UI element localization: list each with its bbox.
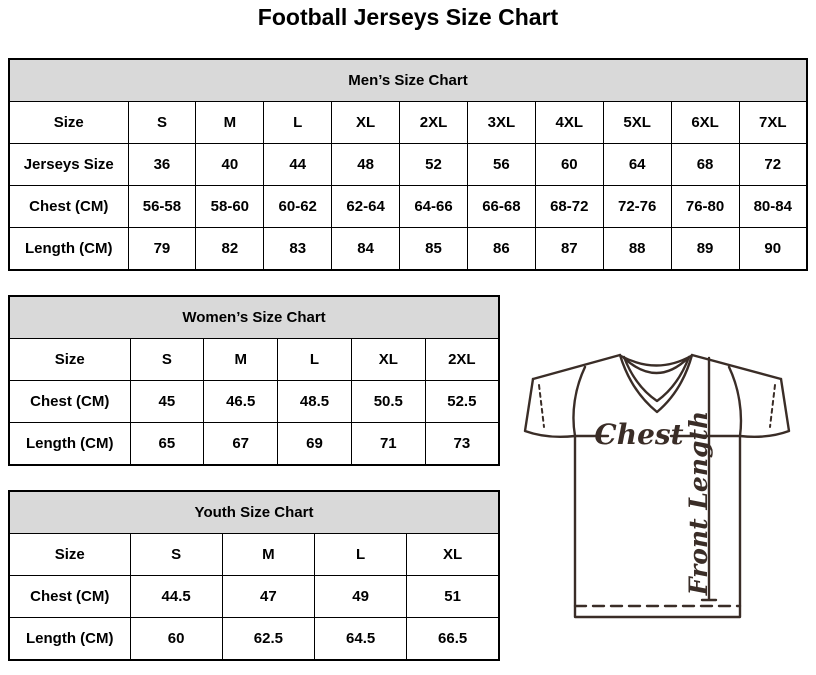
size-cell: 40: [196, 144, 264, 186]
right-cuff-dashed-line: [770, 385, 775, 427]
size-cell: M: [204, 339, 278, 381]
size-cell: 44: [264, 144, 332, 186]
youth-size-table: [8, 490, 500, 661]
table-header-row: [9, 59, 807, 102]
youth-table-title: Youth Size Chart: [9, 491, 499, 534]
size-cell: 46.5: [204, 381, 278, 423]
size-cell: 69: [278, 423, 352, 466]
size-cell: 6XL: [671, 102, 739, 144]
size-cell: M: [196, 102, 264, 144]
row-label: Jerseys Size: [9, 144, 128, 186]
size-cell: 2XL: [425, 339, 499, 381]
size-cell: 50.5: [351, 381, 425, 423]
size-cell: S: [130, 534, 222, 576]
table-row: [9, 339, 499, 381]
size-cell: 5XL: [603, 102, 671, 144]
table-row: [9, 102, 807, 144]
table-row: [9, 186, 807, 228]
size-cell: 90: [739, 228, 807, 271]
size-cell: 64.5: [315, 618, 407, 661]
size-cell: 66-68: [467, 186, 535, 228]
size-cell: 60: [130, 618, 222, 661]
size-cell: 4XL: [535, 102, 603, 144]
row-label: Chest (CM): [9, 381, 130, 423]
table-row: [9, 144, 807, 186]
size-cell: 60: [535, 144, 603, 186]
size-cell: S: [128, 102, 196, 144]
size-cell: 71: [351, 423, 425, 466]
row-label: Size: [9, 339, 130, 381]
womens-size-table: [8, 295, 500, 466]
page-title: Football Jerseys Size Chart: [257, 4, 559, 30]
size-cell: 89: [671, 228, 739, 271]
size-cell: 87: [535, 228, 603, 271]
size-cell: 51: [407, 576, 499, 618]
size-cell: 67: [204, 423, 278, 466]
size-cell: 72: [739, 144, 807, 186]
size-cell: 73: [425, 423, 499, 466]
front-length-label: Front Length: [684, 410, 713, 596]
size-cell: 76-80: [671, 186, 739, 228]
size-cell: 47: [222, 576, 314, 618]
size-cell: 65: [130, 423, 204, 466]
size-cell: 45: [130, 381, 204, 423]
size-cell: S: [130, 339, 204, 381]
left-sleeve-outline: [525, 379, 575, 437]
size-cell: 62-64: [332, 186, 400, 228]
table-row: [9, 534, 499, 576]
right-sleeve-outline: [740, 379, 789, 437]
left-armhole-seam: [573, 367, 585, 436]
left-shoulder-line: [533, 355, 620, 379]
size-cell: 58-60: [196, 186, 264, 228]
size-cell: 64: [603, 144, 671, 186]
size-cell: 56-58: [128, 186, 196, 228]
size-cell: 86: [467, 228, 535, 271]
body-outline: [575, 436, 740, 617]
size-cell: 56: [467, 144, 535, 186]
table-row: [9, 618, 499, 661]
size-cell: 62.5: [222, 618, 314, 661]
size-cell: 60-62: [264, 186, 332, 228]
table-row: [9, 381, 499, 423]
row-label: Length (CM): [9, 423, 130, 466]
right-shoulder-line: [692, 355, 781, 379]
size-cell: 44.5: [130, 576, 222, 618]
size-cell: 85: [400, 228, 468, 271]
size-cell: L: [264, 102, 332, 144]
size-cell: L: [278, 339, 352, 381]
jersey-measurement-diagram: [513, 343, 805, 635]
size-cell: 48.5: [278, 381, 352, 423]
size-cell: M: [222, 534, 314, 576]
size-cell: 68-72: [535, 186, 603, 228]
chest-label: Chest: [594, 418, 684, 451]
size-cell: 64-66: [400, 186, 468, 228]
size-cell: XL: [407, 534, 499, 576]
size-cell: 66.5: [407, 618, 499, 661]
size-cell: 7XL: [739, 102, 807, 144]
size-cell: 88: [603, 228, 671, 271]
size-cell: 52.5: [425, 381, 499, 423]
row-label: Chest (CM): [9, 576, 130, 618]
table-header-row: [9, 296, 499, 339]
size-cell: 80-84: [739, 186, 807, 228]
row-label: Chest (CM): [9, 186, 128, 228]
collar-inner-v: [624, 357, 689, 401]
mens-table-title: Men’s Size Chart: [9, 59, 807, 102]
size-cell: 68: [671, 144, 739, 186]
size-cell: 3XL: [467, 102, 535, 144]
size-cell: 72-76: [603, 186, 671, 228]
row-label: Size: [9, 534, 130, 576]
size-cell: 84: [332, 228, 400, 271]
row-label: Length (CM): [9, 618, 130, 661]
row-label: Length (CM): [9, 228, 128, 271]
size-cell: 82: [196, 228, 264, 271]
size-cell: L: [315, 534, 407, 576]
right-armhole-seam: [729, 367, 741, 436]
table-row: [9, 228, 807, 271]
size-cell: 83: [264, 228, 332, 271]
size-cell: XL: [351, 339, 425, 381]
size-cell: 49: [315, 576, 407, 618]
size-cell: 48: [332, 144, 400, 186]
table-row: [9, 423, 499, 466]
row-label: Size: [9, 102, 128, 144]
size-cell: 52: [400, 144, 468, 186]
size-cell: 2XL: [400, 102, 468, 144]
size-cell: XL: [332, 102, 400, 144]
table-header-row: [9, 491, 499, 534]
womens-table-title: Women’s Size Chart: [9, 296, 499, 339]
left-cuff-dashed-line: [539, 385, 544, 427]
mens-size-table: [8, 58, 808, 271]
size-cell: 36: [128, 144, 196, 186]
table-row: [9, 576, 499, 618]
size-cell: 79: [128, 228, 196, 271]
